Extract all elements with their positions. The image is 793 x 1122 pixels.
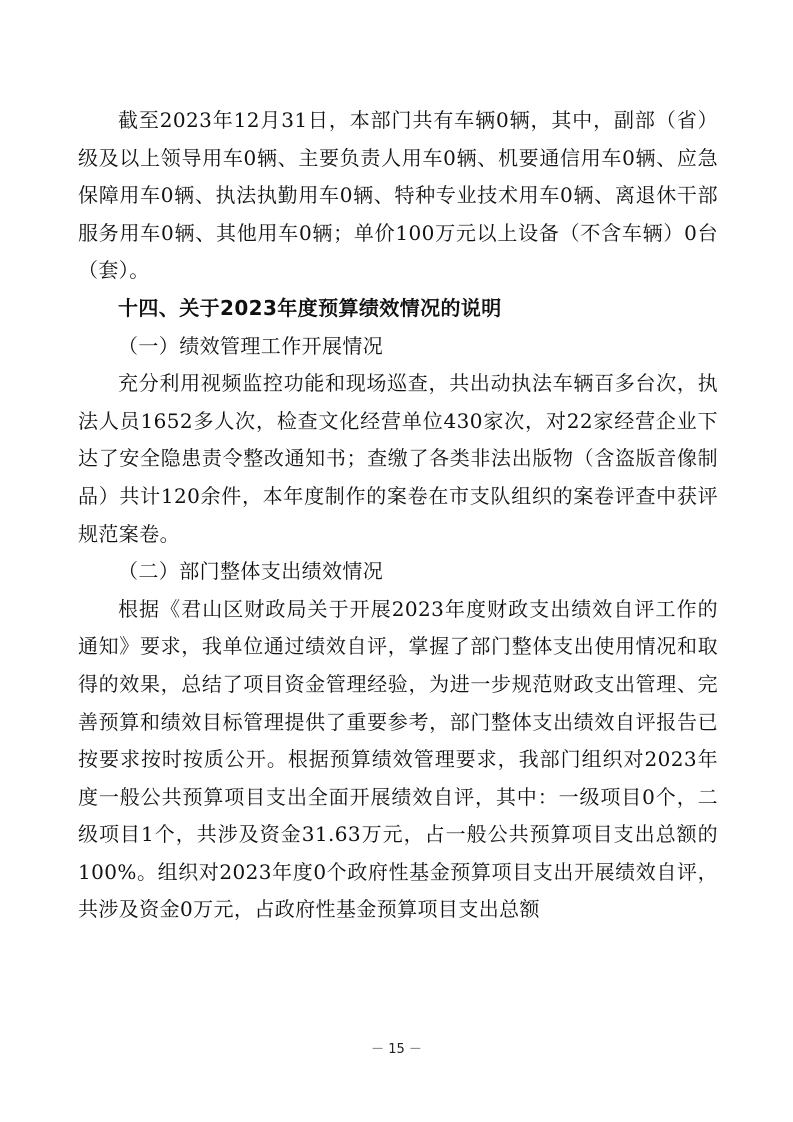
- page-number: － 15 －: [371, 1042, 422, 1057]
- subsection-2-body: 根据《君山区财政局关于开展2023年度财政支出绩效自评工作的通知》要求，我单位通过绩效自评，掌握了部门整体支出使用情况和取得的效果，总结了项目资金管理经验，为进一步规范财政支出管理、完善预算和绩效目标管理提供了重要参考，部门整体支出绩效自评报告已按要求按时按质公开。根据预算绩效管理要求，我部门组织对2023年度一般公共预算项目支出全面开展绩效自评，其中：一级项目0个，二级项目1个，共涉及资金31.63万元，占一般公共预算项目支出总额的100%。组织对2023年度0个政府性基金预算项目支出开展绩效自评，共涉及资金0万元，占政府性基金预算项目支出总额: [78, 596, 718, 922]
- subsection-1-body: 充分利用视频监控功能和现场巡查，共出动执法车辆百多台次，执法人员1652多人次，检查文化经营单位430家次，对22家经营企业下达了安全隐患责令整改通知书；查缴了各类非法出版物（含盗版音像制品）共计120余件，本年度制作的案卷在市支队组织的案卷评查中获评规范案卷。: [78, 371, 718, 546]
- subsection-2-heading: （二）部门整体支出绩效情况: [118, 559, 384, 584]
- subsection-1-heading: （一）绩效管理工作开展情况: [118, 333, 384, 358]
- vehicles-paragraph: 截至2023年12月31日，本部门共有车辆0辆，其中，副部（省）级及以上领导用车0辆、主要负责人用车0辆、机要通信用车0辆、应急保障用车0辆、执法执勤用车0辆、特种专业技术用车0辆、离退休干部服务用车0辆、其他用车0辆；单价100万元以上设备（不含车辆）0台（套）。: [78, 108, 718, 283]
- section-heading: 十四、关于2023年度预算绩效情况的说明: [118, 295, 502, 320]
- document-page: [78, 102, 718, 929]
